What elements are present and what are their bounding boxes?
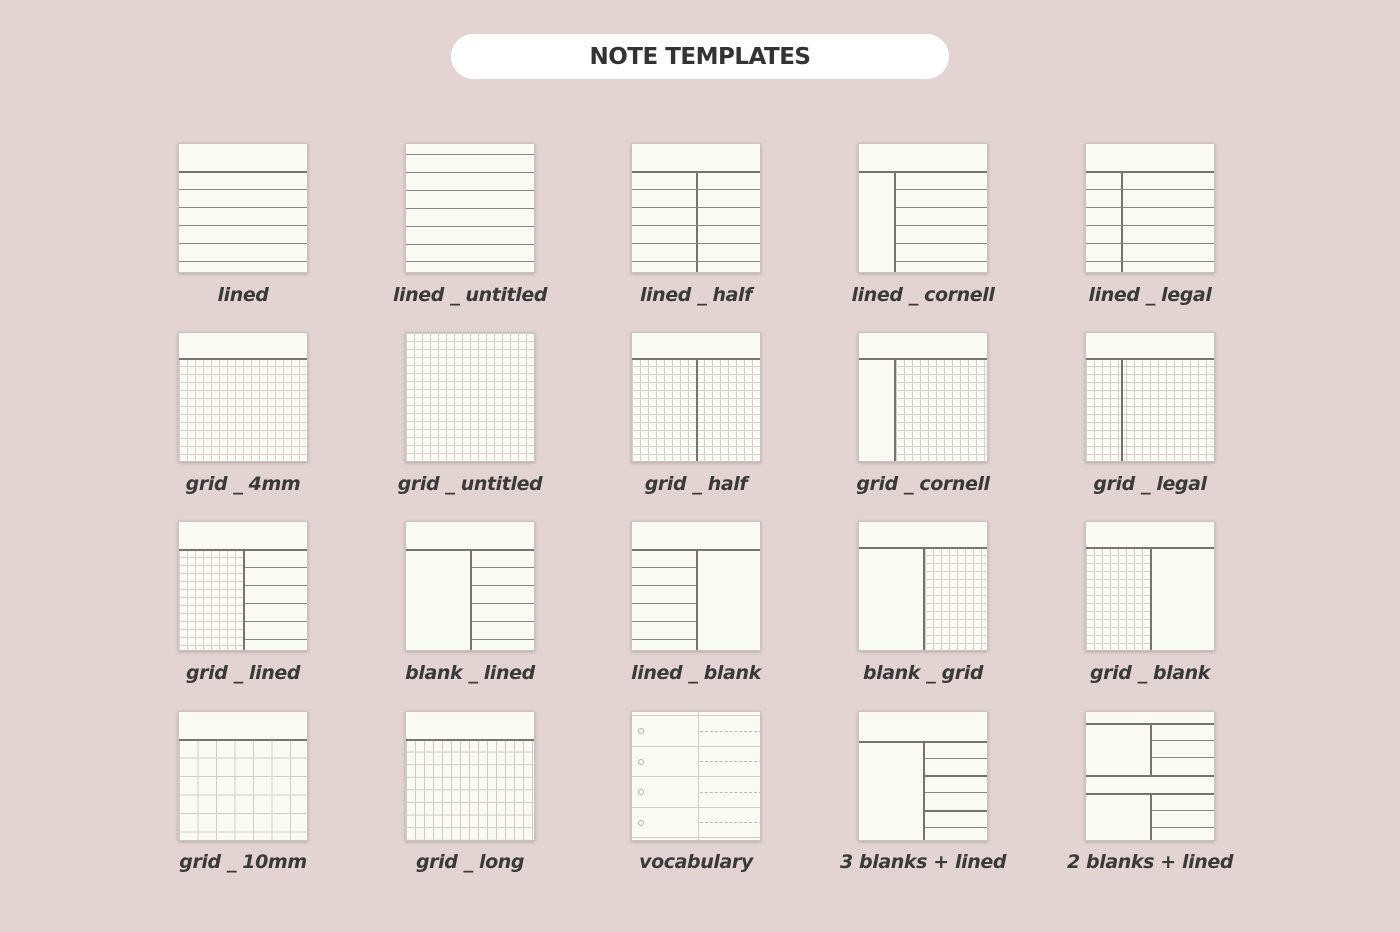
template-label: lined _ untitled	[392, 284, 548, 306]
template-lined[interactable]	[178, 143, 308, 273]
ring-icon	[638, 789, 644, 795]
template-grid-untitled[interactable]	[405, 332, 535, 462]
template-grid-10mm[interactable]	[178, 711, 308, 841]
template-label: vocabulary	[639, 851, 753, 873]
template-grid-legal[interactable]	[1085, 332, 1215, 462]
template-label: 3 blanks + lined	[839, 851, 1007, 873]
template-label: grid _ 10mm	[179, 851, 307, 873]
template-lined-legal[interactable]	[1085, 143, 1215, 273]
template-label: lined _ cornell	[851, 284, 995, 306]
ring-icon	[638, 820, 644, 826]
template-vocabulary[interactable]	[631, 711, 761, 841]
template-grid-cornell[interactable]	[858, 332, 988, 462]
template-label: lined _ half	[639, 284, 753, 306]
template-label: 2 blanks + lined	[1066, 851, 1234, 873]
template-label: grid _ legal	[1093, 473, 1207, 495]
template-label: grid _ blank	[1089, 662, 1211, 684]
template-label: grid _ lined	[185, 662, 301, 684]
template-grid-blank[interactable]	[1085, 521, 1215, 651]
ring-icon	[638, 759, 644, 765]
template-label: grid _ untitled	[397, 473, 543, 495]
ring-icon	[638, 728, 644, 734]
template-label: lined _ blank	[631, 662, 761, 684]
template-label: grid _ half	[644, 473, 748, 495]
template-blank-grid[interactable]	[858, 521, 988, 651]
template-label: grid _ cornell	[856, 473, 990, 495]
template-blank-lined[interactable]	[405, 521, 535, 651]
template-label: grid _ long	[415, 851, 525, 873]
template-label: blank _ lined	[405, 662, 535, 684]
template-label: lined _ legal	[1088, 284, 1212, 306]
template-label: blank _ grid	[862, 662, 984, 684]
template-grid-long[interactable]	[405, 711, 535, 841]
template-lined-untitled[interactable]	[405, 143, 535, 273]
page-title: NOTE TEMPLATES	[451, 34, 949, 79]
template-3-blanks-lined[interactable]	[858, 711, 988, 841]
template-lined-blank[interactable]	[631, 521, 761, 651]
template-grid-lined[interactable]	[178, 521, 308, 651]
template-2-blanks-lined[interactable]	[1085, 711, 1215, 841]
template-grid-4mm[interactable]	[178, 332, 308, 462]
template-grid-half[interactable]	[631, 332, 761, 462]
template-lined-half[interactable]	[631, 143, 761, 273]
template-label: grid _ 4mm	[185, 473, 301, 495]
template-lined-cornell[interactable]	[858, 143, 988, 273]
template-label: lined	[217, 284, 269, 306]
